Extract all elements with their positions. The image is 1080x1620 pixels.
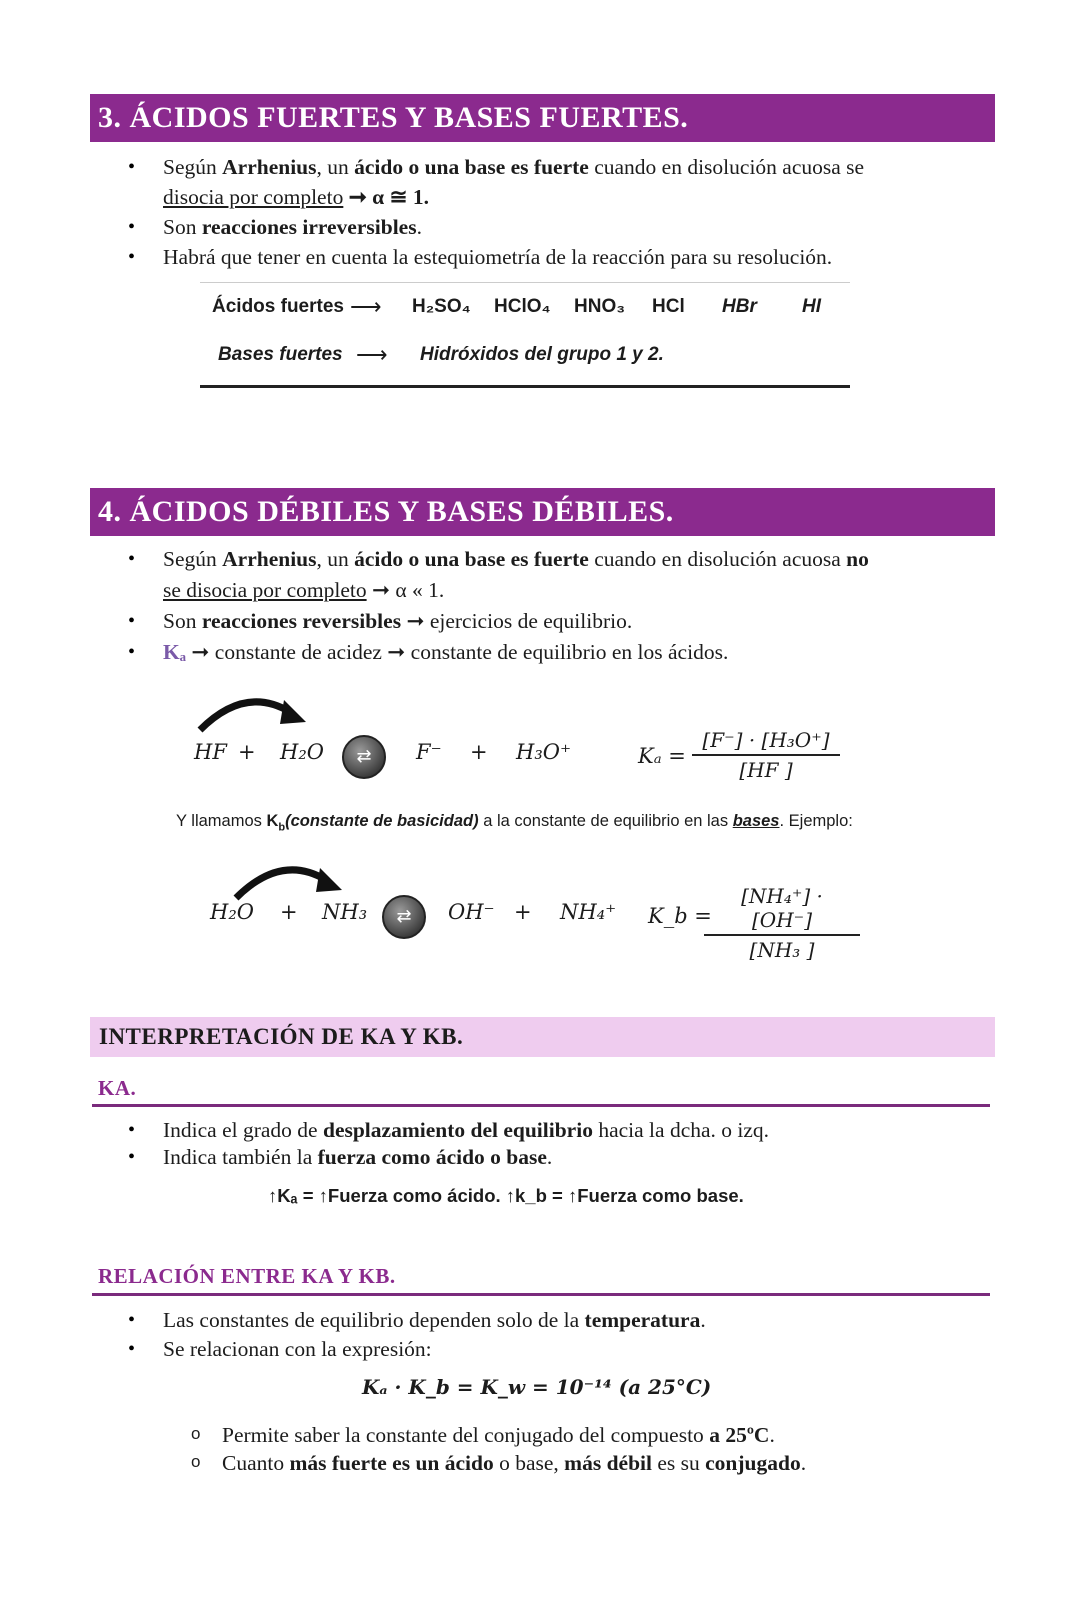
list-item: • Indica también la fuerza como ácido o base. (90, 1144, 970, 1171)
strong-bases-label: Bases fuertes (218, 344, 343, 365)
kw-formula: Kₐ · K_b = K_w = 10⁻¹⁴ (a 25°C) (362, 1375, 712, 1399)
kb-fraction: $\frac{\text{[NH₄⁺] · [OH⁻]}}{\text{[NH₃ ]}}$ (704, 884, 860, 962)
relation-divider (92, 1293, 990, 1296)
interpretation-header (90, 1017, 995, 1057)
acid-item: HCl (652, 296, 685, 317)
ka-subheading: KA. (98, 1076, 137, 1100)
list-item: • Las constantes de equilibrio dependen solo de la temperatura. (90, 1306, 970, 1335)
list-item: o Permite saber la constante del conjugado del compuesto a 25ºC. (188, 1421, 988, 1449)
list-item: • Se relacionan con la expresión: (90, 1335, 970, 1364)
section-3-title: 3. ÁCIDOS FUERTES Y BASES FUERTES. (98, 101, 689, 134)
list-item: • Son reacciones reversibles ➞ ejercicios de equilibrio. (90, 606, 970, 637)
list-item: • Según Arrhenius, un ácido o una base es fuerte cuando en disolución acuosa se disocia por completo ➞ α ≅ 1. (90, 152, 970, 212)
curved-arrow-icon (226, 858, 351, 903)
equation-ka: HF + H₂O F⁻ + H₃O⁺ Kₐ = (194, 740, 686, 768)
relation-bullets (90, 1306, 970, 1364)
acid-item: HNO₃ (574, 296, 626, 317)
strong-bases-value: Hidróxidos del grupo 1 y 2. (420, 344, 664, 365)
ka-bullets (90, 1117, 970, 1171)
strong-table-bottom-rule (200, 385, 850, 388)
kb-intro-text: Y llamamos $K_b(constante$ de basicidad) a la constante de equilibrio en las bases. Ejemplo: (176, 812, 853, 834)
strong-acids-row (212, 296, 852, 318)
equation-kb: H₂O + NH₃ OH⁻ + NH₄⁺ K_b = (210, 900, 712, 928)
relation-subbullets (188, 1421, 988, 1477)
curved-arrow-icon (190, 690, 315, 735)
strength-rule: ↑Kₐ = ↑Fuerza como ácido. ↑k_b = ↑Fuerza como base. (268, 1185, 744, 1206)
strong-table-top-rule (200, 282, 850, 283)
acid-item: HBr (722, 296, 757, 317)
equilibrium-arrows-icon: ⇄ (342, 735, 386, 779)
relation-subheading: RELACIÓN ENTRE KA Y KB. (98, 1264, 396, 1288)
list-item: • Kₐ ➞ constante de acidez ➞ constante de equilibrio en los ácidos. (90, 637, 970, 668)
section-4-bullets (90, 544, 970, 668)
list-item: o Cuanto más fuerte es un ácido o base, más débil es su conjugado. (188, 1449, 988, 1477)
section-4-header (90, 488, 995, 536)
acid-item: H₂SO₄ (412, 296, 471, 317)
ka-fraction: $\frac{\text{[F⁻] · [H₃O⁺]}}{[HF ]}$ (692, 728, 840, 782)
ka-divider (92, 1104, 990, 1107)
acid-item: HI (802, 296, 821, 317)
equilibrium-arrows-icon: ⇄ (382, 895, 426, 939)
arrow-icon: ⟶ (356, 342, 388, 367)
list-item: • Son reacciones irreversibles. (90, 212, 970, 242)
section-4-title: 4. ÁCIDOS DÉBILES Y BASES DÉBILES. (98, 495, 674, 528)
arrow-icon: ⟶ (350, 294, 382, 319)
section-3-bullets (90, 152, 970, 272)
section-3-header (90, 94, 995, 142)
list-item: • Según Arrhenius, un ácido o una base es fuerte cuando en disolución acuosa no se disocia por completo ➞ α « 1. (90, 544, 970, 606)
list-item: • Habrá que tener en cuenta la estequiometría de la reacción para su resolución. (90, 242, 970, 272)
list-item: • Indica el grado de desplazamiento del equilibrio hacia la dcha. o izq. (90, 1117, 970, 1144)
strong-acids-label: Ácidos fuertes (212, 296, 344, 317)
strong-bases-row (218, 344, 858, 366)
acid-item: HClO₄ (494, 296, 551, 317)
interpretation-title: INTERPRETACIÓN DE KA Y KB. (99, 1024, 464, 1049)
